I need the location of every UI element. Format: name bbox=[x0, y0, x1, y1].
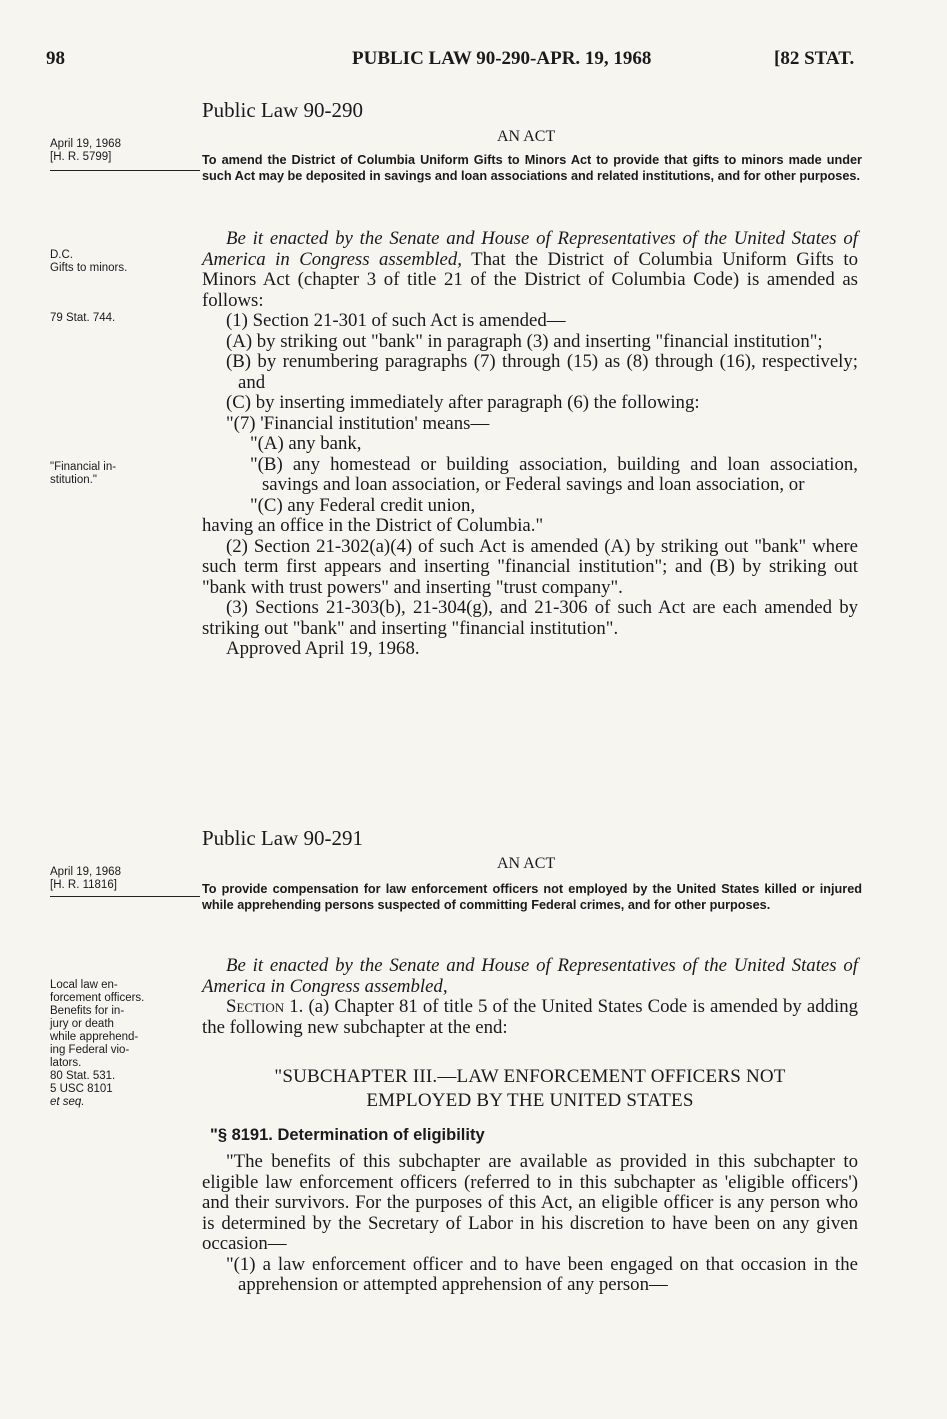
subchapter-line: "SUBCHAPTER III.—LAW ENFORCEMENT OFFICERS NOT bbox=[274, 1066, 786, 1087]
law1-def-7b: "(B) any homestead or building association, building and loan association, savings and loan association, or Federal savings and loan association, or bbox=[250, 453, 858, 495]
law1-def-7: "(7) 'Financial institution' means— bbox=[226, 412, 490, 434]
margin-note-line: et seq. bbox=[50, 1096, 85, 1108]
law1-def-7-end: having an office in the District of Columbia." bbox=[202, 515, 544, 536]
law1-date-block bbox=[50, 138, 190, 164]
margin-note-line: Gifts to minors. bbox=[50, 262, 128, 274]
law1-title: Public Law 90-290 bbox=[202, 98, 363, 122]
law2-body-top bbox=[202, 956, 858, 1038]
law1-approved: Approved April 19, 1968. bbox=[226, 638, 420, 659]
law2-date-block bbox=[50, 866, 190, 892]
enacting-rest: That the District of Columbia Uniform Gifts to Minors Act (chapter 3 of title 21 of the District of Columbia Code) is amended as follows: bbox=[202, 248, 858, 311]
statute-volume: [82 STAT. bbox=[774, 48, 855, 69]
law2-paragraph-2: "(1) a law enforcement officer and to have been engaged on that occasion in the apprehension or attempted apprehension of any person— bbox=[226, 1253, 858, 1295]
law1-margin-note-financial bbox=[50, 461, 190, 487]
law1-act-label: AN ACT bbox=[497, 128, 556, 145]
law2-act-label: AN ACT bbox=[497, 855, 556, 872]
margin-note-line: D.C. bbox=[50, 249, 73, 261]
law1-item-1a: (A) by striking out "bank" in paragraph (3) and inserting "financial institution"; bbox=[226, 330, 823, 352]
enacting-italic: Be it enacted by the Senate and House of Representatives of the United States of America in Congress assembled, bbox=[202, 228, 858, 270]
section-text: (a) Chapter 81 of title 5 of the United States Code is amended by adding the following new subchapter at the end: bbox=[202, 996, 858, 1038]
law2-section-heading: "§ 8191. Determination of eligibility bbox=[210, 1126, 485, 1144]
law1-def-7a: "(A) any bank, bbox=[250, 433, 362, 454]
margin-note-line: jury or death bbox=[50, 1018, 114, 1030]
law1-item-2: (2) Section 21-302(a)(4) of such Act is amended (A) by striking out "bank" where such term first appears and inserting "financial institution"; and (B) by striking out "bank with trust powers" and inserting "trust company". bbox=[202, 535, 858, 598]
law2-section-1 bbox=[202, 997, 858, 1038]
law1-bill-number: [H. R. 5799] bbox=[50, 151, 112, 163]
section-label: Section 1. bbox=[226, 996, 304, 1017]
law1-item-3: (3) Sections 21-303(b), 21-304(g), and 21-306 of such Act are each amended by striking out "bank" and inserting "financial institution". bbox=[202, 597, 858, 639]
law1-margin-note-dc bbox=[50, 249, 190, 275]
margin-note-line: lators. bbox=[50, 1057, 82, 1069]
margin-note-line: stitution." bbox=[50, 474, 97, 486]
margin-note-line: while apprehend- bbox=[50, 1031, 139, 1043]
law1-bill-rule bbox=[50, 170, 200, 171]
enacting-italic: Be it enacted by the Senate and House of Representatives of the United States of America in Congress assembled, bbox=[202, 955, 858, 997]
law1-body bbox=[202, 229, 858, 660]
law1-date: April 19, 1968 bbox=[50, 138, 121, 150]
law2-body-bottom bbox=[202, 1152, 858, 1296]
margin-note-line: "Financial in- bbox=[50, 461, 117, 473]
law2-enacting-clause bbox=[202, 956, 858, 997]
law1-enacting-clause bbox=[202, 229, 858, 311]
law2-paragraph-1: "The benefits of this subchapter are available as provided in this subchapter to eligible law enforcement officers (referred to in this subchapter as 'eligible officers') and their survivors. For the purposes of this Act, an eligible officer is any person who is determined by the Secretary of Labor in his discretion to have been on any given occasion— bbox=[202, 1151, 858, 1254]
running-title: PUBLIC LAW 90-290-APR. 19, 1968 bbox=[352, 48, 652, 69]
law2-margin-note bbox=[50, 979, 190, 1109]
page-number: 98 bbox=[46, 48, 65, 69]
law2-bill-rule bbox=[50, 896, 200, 897]
margin-note-line: 5 USC 8101 bbox=[50, 1083, 113, 1095]
margin-note-line: Local law en- bbox=[50, 979, 118, 991]
subchapter-line: EMPLOYED BY THE UNITED STATES bbox=[366, 1090, 694, 1111]
margin-note-line: ing Federal vio- bbox=[50, 1044, 130, 1056]
law1-margin-note-stat: 79 Stat. 744. bbox=[50, 312, 116, 324]
law1-item-1c: (C) by inserting immediately after paragraph (6) the following: bbox=[226, 392, 700, 413]
law1-purpose: To amend the District of Columbia Uniform Gifts to Minors Act to provide that gifts to minors made under such Act may be deposited in savings and loan associations and related institutions, and for other purposes. bbox=[202, 153, 862, 183]
law1-def-7c: "(C) any Federal credit union, bbox=[250, 494, 476, 516]
law2-purpose: To provide compensation for law enforcement officers not employed by the United States killed or injured while apprehending persons suspected of committing Federal crimes, and for other purposes. bbox=[202, 882, 862, 912]
law1-item-1b: (B) by renumbering paragraphs (7) through (15) as (8) through (16), respectively; and bbox=[226, 351, 858, 393]
law2-subchapter-heading bbox=[202, 1065, 858, 1113]
margin-note-line: Benefits for in- bbox=[50, 1005, 125, 1017]
law2-bill-number: [H. R. 11816] bbox=[50, 879, 117, 891]
law1-item-1: (1) Section 21-301 of such Act is amended— bbox=[226, 310, 566, 331]
law2-title: Public Law 90-291 bbox=[202, 826, 363, 850]
margin-note-line: 80 Stat. 531. bbox=[50, 1070, 116, 1082]
margin-note-line: forcement officers. bbox=[50, 992, 145, 1004]
law2-date: April 19, 1968 bbox=[50, 866, 121, 878]
